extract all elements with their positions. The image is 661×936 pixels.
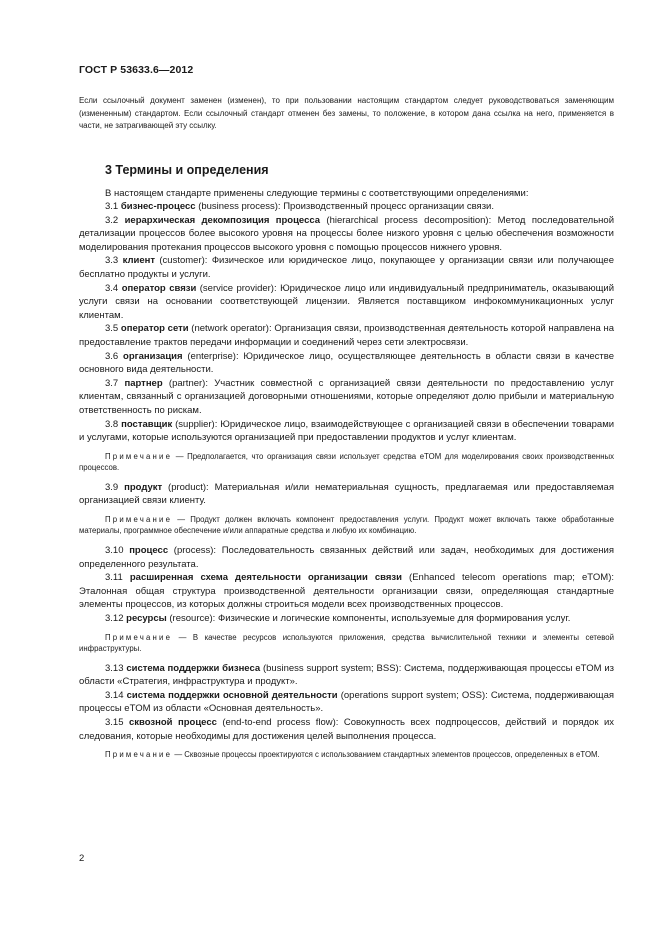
term-3-1: 3.1 бизнес-процесс (business process): Производственный процесс организации связи. xyxy=(105,201,495,213)
note-3-8: Примечание — Предполагается, что организация связи использует средства eTOM для моделирования своих производственных процессов. xyxy=(79,451,614,473)
term-3-11: 3.11 расширенная схема деятельности организации связи (Enhanced telecom operations map; eTOM): Эталонная общая структура производственной деятельности организации связи, определяющая стандартные элементы процессов, из которых должны строиться модели всех производственных процессов. xyxy=(79,572,614,611)
intro-paragraph: Если ссылочный документ заменен (изменен), то при пользовании настоящим стандартом следует руководствоваться заменяющим (измененным) стандартом. Если ссылочный стандарт отменен без замены, то положение, в котором дана ссылка на него, применяется в части, не затрагивающей эту ссылку. xyxy=(79,96,614,130)
note-3-12: Примечание — В качестве ресурсов используются приложения, средства вычислительной техники и элементы сетевой инфраструктуры. xyxy=(79,632,614,654)
term-3-4: 3.4 оператор связи (service provider): Юридическое лицо или индивидуальный предприниматель, оказывающий услуги связи на основании соответствующей лицензии. Является поставщиком инфокоммуникационных услуг клиентам. xyxy=(79,282,615,321)
term-3-5: 3.5 оператор сети (network operator): Организация связи, производственная деятельность которой направлена на предоставление трактов передачи информации и соединений через сети электросвязи. xyxy=(79,323,615,349)
term-3-9: 3.9 продукт (product): Материальная и/или нематериальная сущность, предлагаемая или предоставляемая организацией связи клиенту. xyxy=(79,481,614,507)
note-label: Примечание xyxy=(105,451,173,461)
term-3-7: 3.7 партнер (partner): Участник совместной с организацией связи деятельности по предоставлению услуг клиентам, связанный с организацией договорными отношениями, которые определяют долю прибыли и материальную ответственность по рискам. xyxy=(79,377,615,416)
document-header: ГОСТ Р 53633.6—2012 xyxy=(79,64,194,76)
term-3-8: 3.8 поставщик (supplier): Юридическое лицо, взаимодействующее с организацией связи в обеспечении товарами и услугами, которые используются организацией при предоставлении продуктов и услуг клиентам. xyxy=(79,418,615,444)
note-label: Примечание xyxy=(105,514,173,524)
term-3-12: 3.12 ресурсы (resource): Физические и логические компоненты, используемые для формирования услуг. xyxy=(105,612,571,624)
page-content xyxy=(79,95,614,768)
term-3-2: 3.2 иерархическая декомпозиция процесса (hierarchical process decomposition): Метод последовательной детализации процессов более высокого уровня на процессы более низкого уровня с целью обеспечения возможности моделирования протекания процессов высокого уровня с помощью процессов нижнего уровня. xyxy=(79,214,615,253)
section-title: 3 Термины и определения xyxy=(105,162,269,177)
term-3-3: 3.3 клиент (customer): Физическое или юридическое лицо, покупающее у организации связи или получающее бесплатно продукты и услуги. xyxy=(79,255,614,281)
section-lead: В настоящем стандарте применены следующие термины с соответствующими определениями: xyxy=(105,187,529,199)
term-3-10: 3.10 процесс (process): Последовательность связанных действий или задач, необходимых для достижения определенного результата. xyxy=(79,544,614,570)
note-3-15: Примечание — Сквозные процессы проектируются с использованием стандартных элементов процессов, определенных в eTOM. xyxy=(105,750,600,760)
term-3-13: 3.13 система поддержки бизнеса (business support system; BSS): Система, поддерживающая процессы eTOM из области «Стратегия, инфраструктура и продукт». xyxy=(79,662,615,688)
note-label: Примечание xyxy=(105,632,173,642)
page-number: 2 xyxy=(79,853,85,864)
term-3-6: 3.6 организация (enterprise): Юридическое лицо, осуществляющее деятельность в области связи в качестве основного вида деятельности. xyxy=(79,350,615,376)
term-3-15: 3.15 сквозной процесс (end-to-end process flow): Совокупность всех подпроцессов, действий и порядок их следования, которые необходимы для достижения целей выполнения процесса. xyxy=(79,716,615,742)
note-label: Примечание xyxy=(105,750,173,760)
note-3-9: Примечание — Продукт должен включать компонент предоставления услуги. Продукт может включать также обработанные материалы, программное обеспечение и/или аппаратные средства и любую их комбинацию. xyxy=(79,514,614,536)
term-3-14: 3.14 система поддержки основной деятельности (operations support system; OSS): Система, поддерживающая процессы eTOM из области «Основная деятельность». xyxy=(79,689,615,715)
